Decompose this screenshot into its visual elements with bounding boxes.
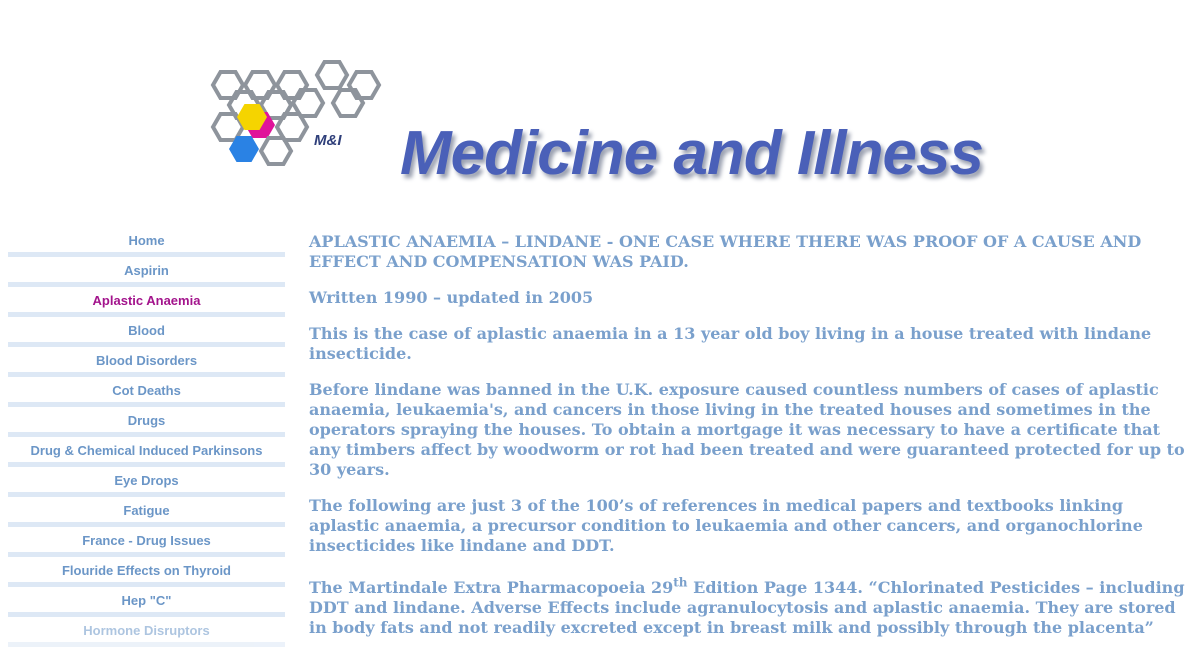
article-content [309,232,1189,654]
sidebar-item-france-drug-issues[interactable]: France - Drug Issues [8,527,285,557]
sidebar-item-blood[interactable]: Blood [8,317,285,347]
logo-hex-outline [317,62,347,88]
reference-text-end: Edition Page 1344. “Chlorinated Pesticides – including DDT and lindane. Adverse Effects include agranulocytosis and aplastic anaemia. They are stored in body fats and not readily excreted except in breast milk and possibly through the placenta” [309,578,1185,637]
site-logo[interactable] [200,55,390,185]
sidebar-item-aplastic-anaemia[interactable]: Aplastic Anaemia [8,287,285,317]
logo-hex-outline [261,138,291,164]
article-paragraph: Before lindane was banned in the U.K. exposure caused countless numbers of cases of aplastic anaemia, leukaemia's, and cancers in those living in the treated houses and sometimes in the operators spraying the houses. To obtain a mortgage it was necessary to have a certificate that any timbers affect by woodworm or rot had been treated and were guaranteed protected for up to 30 years. [309,380,1185,479]
sidebar-item-aspirin[interactable]: Aspirin [8,257,285,287]
sidebar-item-drugs[interactable]: Drugs [8,407,285,437]
logo-hex-outline [277,72,307,98]
sidebar-item-blood-disorders[interactable]: Blood Disorders [8,347,285,377]
site-title[interactable]: Medicine and Illness [400,119,983,188]
logo-hex-outline [213,72,243,98]
sidebar-item-flouride-thyroid[interactable]: Flouride Effects on Thyroid [8,557,285,587]
logo-hex-outline [349,72,379,98]
sidebar-item-hormone-disruptors[interactable]: Hormone Disruptors [8,617,285,647]
logo-hex-outline [245,72,275,98]
reference-text-start: The Martindale Extra Pharmacopoeia 29 [309,578,674,597]
article-written-date: Written 1990 – updated in 2005 [309,288,594,307]
article-paragraph: The following are just 3 of the 100’s of references in medical papers and textbooks linking aplastic anaemia, a precursor condition to leukaemia and other cancers, and organochlorine insecticides like lindane and DDT. [309,496,1143,555]
sidebar-nav [8,227,285,647]
sidebar-item-eye-drops[interactable]: Eye Drops [8,467,285,497]
article-paragraph: This is the case of aplastic anaemia in a 13 year old boy living in a house treated with lindane insecticide. [309,324,1152,363]
reference-martindale [309,575,1189,638]
sidebar-item-hep-c[interactable]: Hep "C" [8,587,285,617]
reference-superscript: th [673,575,688,590]
logo-monogram: M&I [314,132,342,149]
sidebar-item-cot-deaths[interactable]: Cot Deaths [8,377,285,407]
sidebar-item-fatigue[interactable]: Fatigue [8,497,285,527]
logo-hex-outline [333,90,363,116]
article-heading: APLASTIC ANAEMIA – LINDANE - ONE CASE WHERE THERE WAS PROOF OF A CAUSE AND EFFECT AND COMPENSATION WAS PAID. [309,232,1142,271]
sidebar-item-home[interactable]: Home [8,227,285,257]
sidebar-item-drug-chemical-parkinsons[interactable]: Drug & Chemical Induced Parkinsons [8,437,285,467]
